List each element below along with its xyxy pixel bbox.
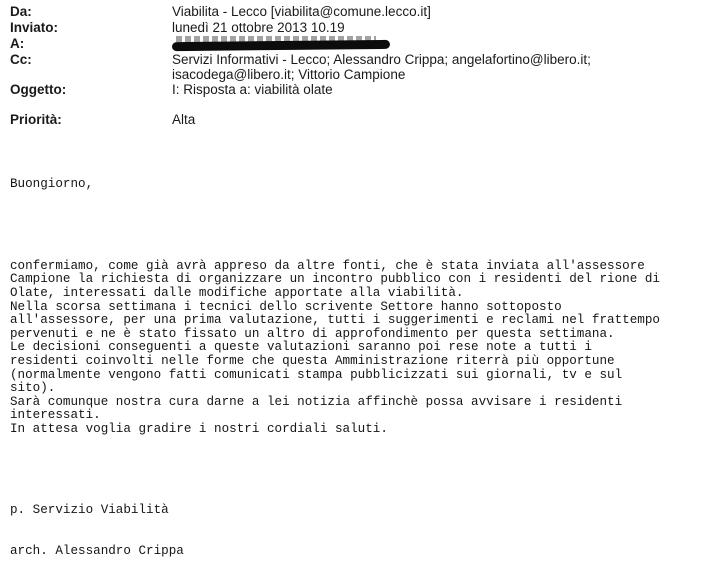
body-line: (normalmente vengono fatti comunicati stampa pubblicizzati sui giornali, tv e sul [10, 367, 623, 382]
from-value: Viabilita - Lecco [viabilita@comune.lecco.it] [172, 4, 431, 19]
subject-value: I: Risposta a: viabilità olate [172, 82, 333, 97]
cc-line-1: Servizi Informativi - Lecco; Alessandro Crippa; angelafortino@libero.it; [172, 52, 591, 67]
body-paragraphs [10, 260, 715, 437]
greeting: Buongiorno, [10, 177, 94, 192]
subject-label: Oggetto: [10, 82, 67, 97]
blank-line [10, 219, 715, 233]
body-line: In attesa voglia gradire i nostri cordiali saluti. [10, 421, 388, 436]
redaction-bar [172, 40, 390, 51]
body-line: confermiamo, come già avrà appreso da altre fonti, che è stata inviata all'assessore [10, 258, 645, 273]
blank-line [10, 464, 715, 478]
sent-label: Inviato: [10, 20, 59, 35]
body-line: pervenuti e ne è stato fissato un altro di approfondimento per questa settimana. [10, 326, 615, 341]
priority-value: Alta [172, 112, 196, 127]
body-line: interessati. [10, 408, 101, 423]
from-label: Da: [10, 4, 32, 19]
signature-line-1: p. Servizio Viabilità [10, 503, 169, 518]
cc-label: Cc: [10, 52, 32, 67]
priority-label: Priorità: [10, 112, 62, 127]
body-line: Olate, interessati dalle modifiche apportate alla viabilità. [10, 285, 464, 300]
body-line: residenti coinvolti nelle forme che questa Amministrazione riterrà più opportune [10, 353, 615, 368]
to-label: A: [10, 36, 25, 51]
body-line: sito). [10, 381, 56, 396]
signature-line-2: arch. Alessandro Crippa [10, 544, 184, 559]
body-line: Le decisioni conseguenti a queste valutazioni saranno poi rese note a tutti i [10, 340, 592, 355]
body-line: Nella scorsa settimana i tecnici dello scrivente Settore hanno sottoposto [10, 299, 562, 314]
body-line: Sarà comunque nostra cura darne a lei notizia affinchè possa avvisare i residenti [10, 394, 623, 409]
email-body [10, 151, 715, 572]
cc-line-2: isacodega@libero.it; Vittorio Campione [172, 67, 406, 82]
body-line: all'assessore, per una prima valutazione, tutti i suggerimenti e reclami nel frattempo [10, 313, 660, 328]
sent-value: lunedì 21 ottobre 2013 10.19 [172, 20, 345, 35]
body-line: Campione la richiesta di organizzare un incontro pubblico con i residenti del rione di [10, 272, 660, 287]
